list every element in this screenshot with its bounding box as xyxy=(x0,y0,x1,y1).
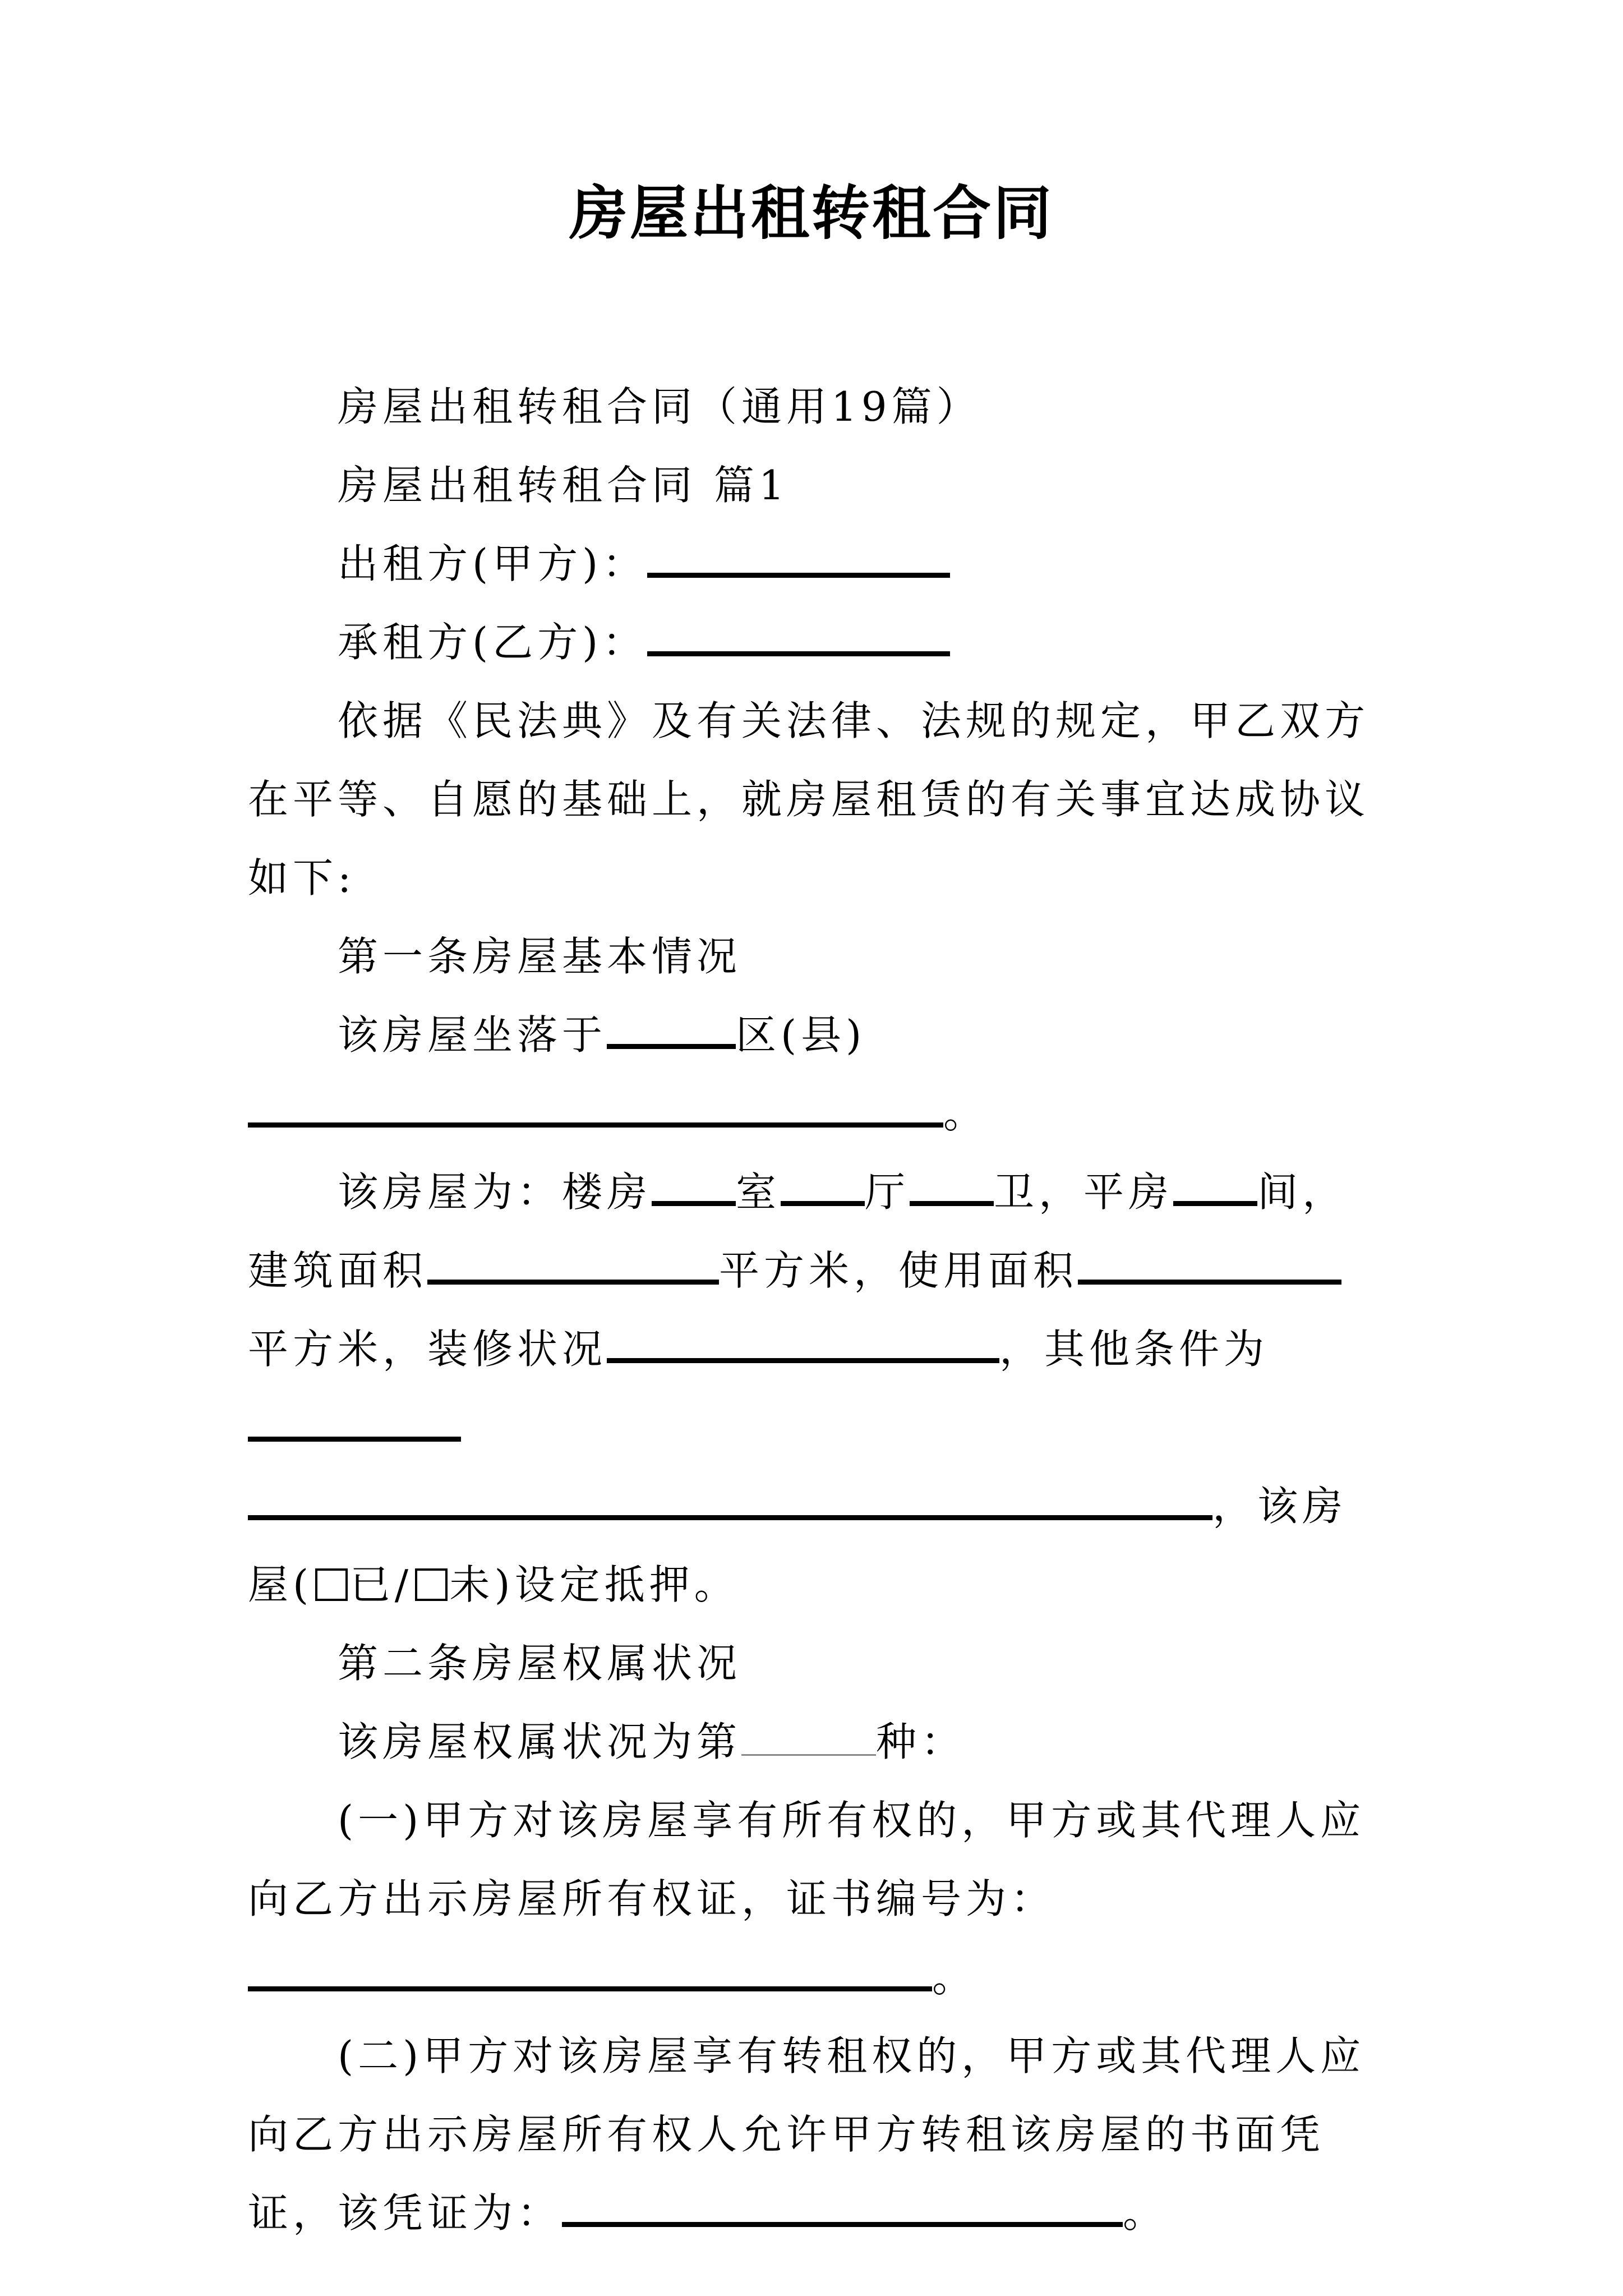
location-paragraph xyxy=(248,996,1386,1153)
subtitle: 房屋出租转租合同（通用19篇） xyxy=(338,383,981,430)
document-title: 房屋出租转租合同 xyxy=(569,178,1054,247)
bath-count-blank[interactable] xyxy=(910,1163,994,1206)
lessor-line xyxy=(248,524,1386,603)
lessee-blank[interactable] xyxy=(647,613,950,656)
bungalow-count-blank[interactable] xyxy=(1173,1163,1257,1206)
other-conditions-blank[interactable] xyxy=(248,1398,461,1442)
bath-label: 卫，平房 xyxy=(994,1168,1174,1216)
address-blank-cont[interactable] xyxy=(775,1084,943,1128)
house-type-paragraph xyxy=(248,1153,1386,1624)
decoration-blank[interactable] xyxy=(607,1320,999,1363)
period: 。 xyxy=(1123,2189,1168,2237)
period: 。 xyxy=(943,1090,989,1137)
house-type-text: 该房屋为：楼房 xyxy=(338,1168,652,1216)
building-area-blank[interactable] xyxy=(427,1241,719,1285)
sqm-label-2: 平方米，装修状况 xyxy=(248,1326,607,1373)
mortgage-no-label: 未)设定抵押。 xyxy=(449,1561,739,1608)
period: 。 xyxy=(932,1954,978,2001)
other-conditions-blank-cont[interactable] xyxy=(248,1477,1212,1520)
address-blank[interactable] xyxy=(248,1084,775,1128)
hall-count-blank[interactable] xyxy=(781,1163,865,1206)
ownership-text-a: 该房屋权属状况为第 xyxy=(338,1718,742,1765)
ownership-status-line xyxy=(248,1703,1386,1781)
ownership-paragraph-2 xyxy=(248,2017,1386,2252)
lessee-line xyxy=(248,603,1386,682)
certificate-number-blank[interactable] xyxy=(248,1948,635,1991)
ownership-text-b: 种： xyxy=(876,1718,966,1765)
section1-heading: 第一条房屋基本情况 xyxy=(338,933,742,980)
other-label: ，其他条件为 xyxy=(999,1326,1269,1373)
location-text-a: 该房屋坐落于 xyxy=(338,1011,607,1059)
sqm-label-1: 平方米，使用面积 xyxy=(719,1247,1078,1294)
mortgage-yes-label: 已/ xyxy=(349,1561,413,1608)
document-body xyxy=(248,367,1386,2252)
article-heading: 房屋出租转租合同 篇1 xyxy=(338,462,789,509)
intro-paragraph: 依据《民法典》及有关法律、法规的规定，甲乙双方在平等、自愿的基础上，就房屋租赁的有关事宜达成协议如下: xyxy=(248,697,1370,901)
mortgage-no-checkbox[interactable] xyxy=(415,1568,448,1601)
ownership-p1-text: (一)甲方对该房屋享有所有权的，甲方或其代理人应向乙方出示房屋所有权证，证书编号为： xyxy=(248,1797,1366,1922)
lessor-blank[interactable] xyxy=(647,535,950,578)
location-text-b: 区(县) xyxy=(736,1011,866,1059)
usable-area-blank[interactable] xyxy=(1078,1241,1341,1285)
hall-label: 厅 xyxy=(865,1168,910,1216)
room-label: 室 xyxy=(736,1168,781,1216)
sublet-proof-blank[interactable] xyxy=(562,2184,1123,2227)
ownership-p2-text: (二)甲方对该房屋享有转租权的，甲方或其代理人应向乙方出示房屋所有权人允许甲方转租该房屋的书面凭证，该凭证为： xyxy=(248,2032,1366,2237)
jian-label: 间，建筑面积 xyxy=(248,1168,1348,1294)
ownership-type-blank[interactable] xyxy=(741,1716,876,1756)
room-count-blank[interactable] xyxy=(652,1163,736,1206)
district-blank[interactable] xyxy=(607,1006,736,1049)
lessee-label: 承租方(乙方)： xyxy=(338,619,648,666)
mortgage-yes-checkbox[interactable] xyxy=(315,1568,348,1601)
section2-heading: 第二条房屋权属状况 xyxy=(338,1640,742,1687)
ownership-paragraph-1 xyxy=(248,1781,1386,2017)
certificate-number-blank-cont[interactable] xyxy=(635,1948,932,1991)
mortgage-text-a: ，该房屋( xyxy=(248,1483,1348,1608)
lessor-label: 出租方(甲方)： xyxy=(338,540,648,587)
